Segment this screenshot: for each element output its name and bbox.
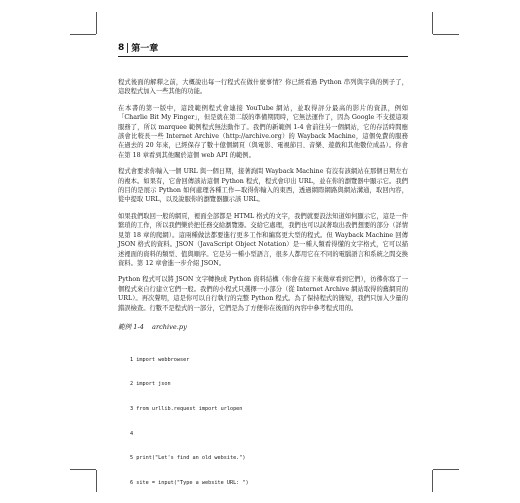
code-line: 5 print("Let's find an old website.") [130,455,246,462]
paragraph: Python 程式可以將 JSON 文字轉換成 Python 資料結構（你會在接下來幾章看到它們），彷彿你寫了一個程式來自行建立它們一般。我們的小程式只選擇一小部分（從 Internet Archive 網站取得的舊網頁的 URL）。再次聲明，這是你可以自行執行的完整 Python 程式。為了保持程式的簡短，我們只加入少量的錯誤檢查。行數不是程式的一部分，它們是為了方便你在後面的內容中參考程式用的。 [118,276,408,312]
paragraph: 程式會要求你輸入一個 URL 與一個日期，接著詢問 Wayback Machine 有沒有該網站在那個日期左右的複本。如果有，它會回傳該站這個 Python 程式，程式會印出 URL，並在你的瀏覽器中顯示它。我們的目的是展示 Python 如何處理各種工作—取得你輸入的東西，透過網際網路與網站溝通，取回內容，從中提取 URL，以及說服你的瀏覽器顯示該 URL。 [118,168,408,204]
code-line: 3 from urllib.request import urlopen [130,405,243,412]
paragraph: 在本書的第一版中，這段範例程式會連接 YouTube 網站，並取得評分最高的影片的資訊，例如「Charlie Bit My Finger」，但是就在第二版的準備期間時，它無法運作了，因為 Google 不支援這項服務了，所以 marquee 範例程式無法動作了。我們的新範例 1-4 會前往另一個網站，它的存活時間應該會比較長一些 Internet Archive（http://archive.org）的 Wayback Machine，這個免費的服務在過去的 20 年來，已經保存了數十億個網頁（與電影、電視節目、音樂、遊戲和其他數位成品）。你會在第 18 章看到其他關於這個 web API 的範例。 [118,104,408,159]
crop-mark [432,470,433,492]
crop-mark [96,12,97,34]
crop-mark [96,470,97,492]
crop-mark [432,12,433,34]
code-line: 2 import json [130,381,171,388]
example-caption [118,323,408,332]
crop-mark [433,34,459,35]
page-number: 8 [118,42,125,53]
code-line: 4 [130,430,134,437]
code-line: 1 import webbrowser [130,356,190,363]
code-block [130,339,408,503]
example-filename: archive.py [152,322,187,331]
header-separator [127,43,128,53]
example-label: 範例 1-4 [118,322,144,331]
crop-mark [70,469,96,470]
paragraph: 程式後面的解釋之前，大概說出每一行程式在做什麼事情？你已經看過 Python 串列與字典的例子了，這段程式加入一些其他的功能。 [118,79,408,96]
running-header [118,41,408,54]
page-body [118,78,408,503]
crop-mark [70,34,96,35]
crop-mark [433,469,459,470]
header-rule [118,56,408,57]
chapter-title: 第一章 [131,44,159,54]
paragraph: 如果我們取回一般的網頁，裡面全部都是 HTML 格式的文字，我們就要設法知道如何顯示它，這是一件繁瑣的工作，所以我們樂於把任務交給瀏覽器。交給它處理，我們也可以試著取出我們想要的部分（詳情見第 18 章的爬網）。這兩種做法都要進行更多工作和編寫更大型的程式。但 Wayback Machine 回傳 JSON 格式的資料。JSON（JavaScript Object Notation）是一種人類看得懂的文字格式，它可以描述裡面的資料的類型、值與順序。它是另一種小型語言，很多人都用它在不同的電腦語言和系統之間交換資料。第 12 章會進一步介紹 JSON。 [118,212,408,267]
code-line: 6 site = input("Type a website URL: ") [130,479,249,486]
